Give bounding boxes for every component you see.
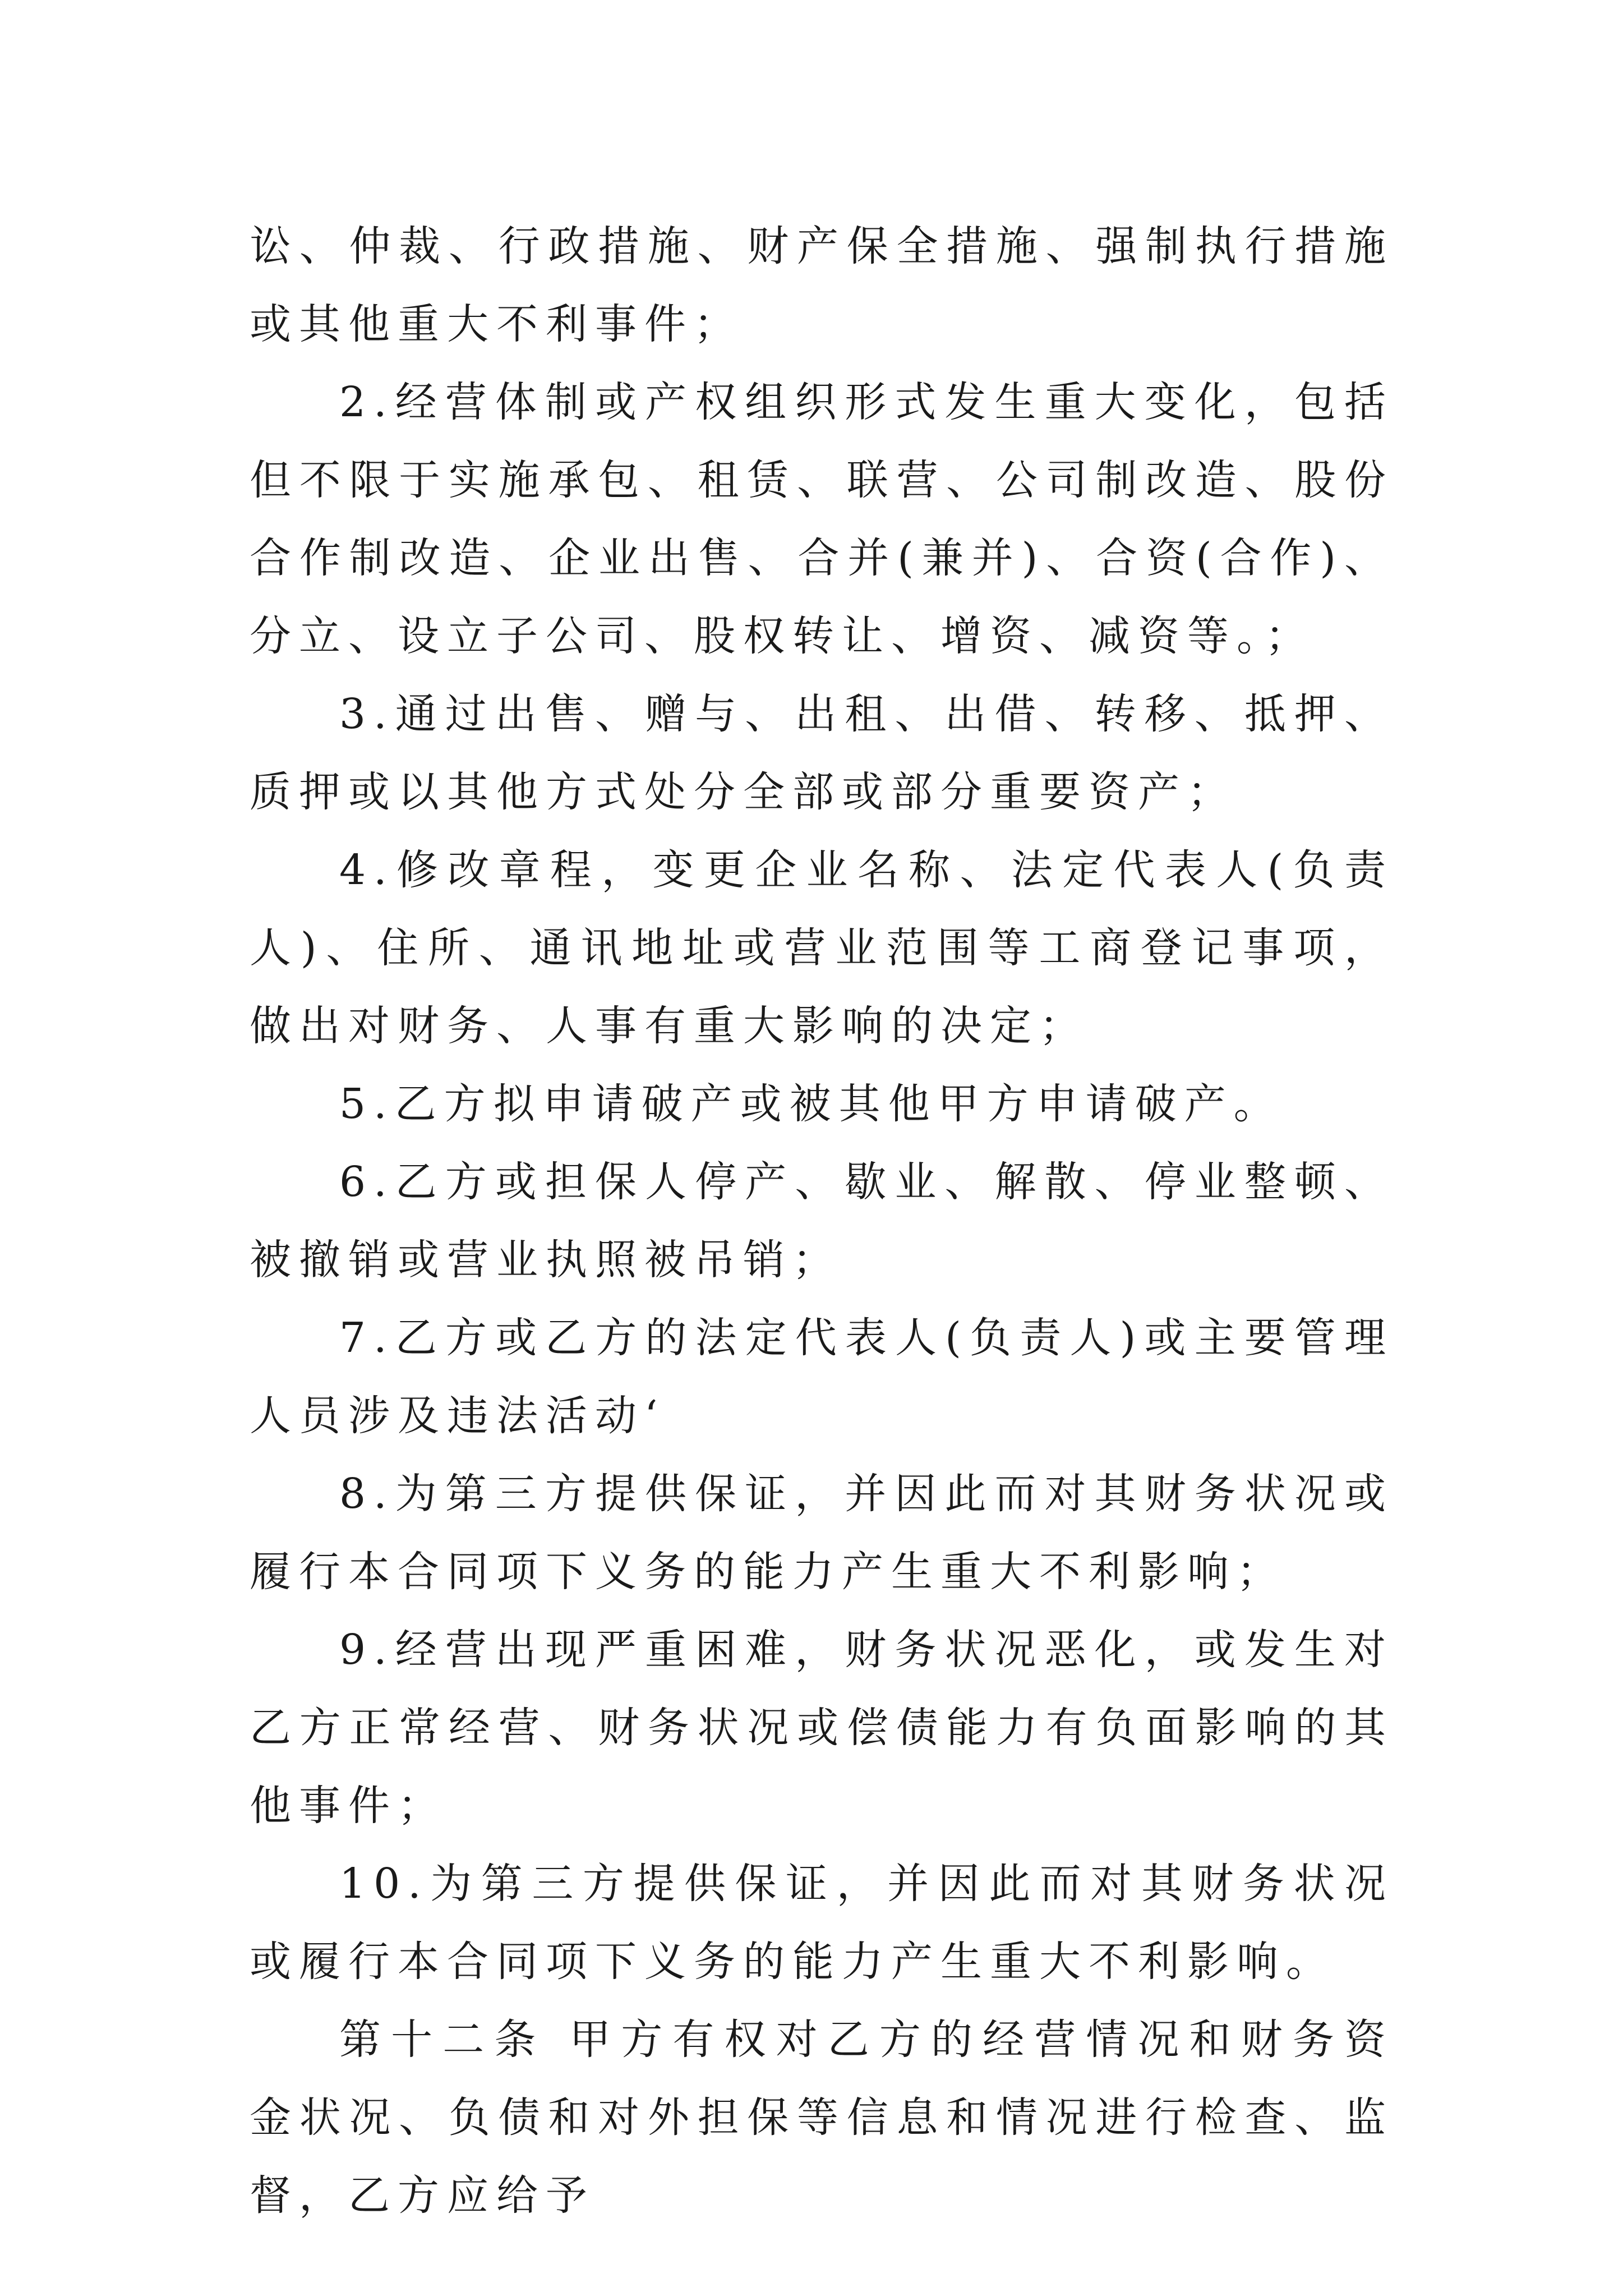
paragraph-item-4: 4.修改章程，变更企业名称、法定代表人(负责人)、住所、通讯地址或营业范围等工商登记事项，做出对财务、人事有重大影响的决定； — [250, 846, 1394, 1050]
paragraph-item-9: 9.经营出现严重困难，财务状况恶化，或发生对乙方正常经营、财务状况或偿债能力有负面影响的其他事件； — [250, 1626, 1394, 1830]
paragraph-item-7: 7.乙方或乙方的法定代表人(负责人)或主要管理人员涉及违法活动‘ — [250, 1314, 1394, 1440]
paragraph-item-6: 6.乙方或担保人停产、歇业、解散、停业整顿、被撤销或营业执照被吊销； — [250, 1158, 1394, 1284]
document-body — [250, 208, 1394, 2235]
paragraph-article-12: 第十二条 甲方有权对乙方的经营情况和财务资金状况、负债和对外担保等信息和情况进行检查、监督，乙方应给予 — [250, 2016, 1394, 2220]
paragraph-item-3: 3.通过出售、赠与、出租、出借、转移、抵押、质押或以其他方式处分全部或部分重要资产； — [250, 690, 1394, 816]
paragraph-item-8: 8.为第三方提供保证，并因此而对其财务状况或履行本合同项下义务的能力产生重大不利影响； — [250, 1470, 1394, 1596]
paragraph-item-10: 10.为第三方提供保证，并因此而对其财务状况或履行本合同项下义务的能力产生重大不利影响。 — [250, 1860, 1394, 1986]
paragraph-continuation: 讼、仲裁、行政措施、财产保全措施、强制执行措施或其他重大不利事件； — [250, 222, 1394, 348]
paragraph-item-2: 2.经营体制或产权组织形式发生重大变化，包括但不限于实施承包、租赁、联营、公司制改造、股份合作制改造、企业出售、合并(兼并)、合资(合作)、分立、设立子公司、股权转让、增资、减资等。； — [250, 378, 1394, 660]
paragraph-item-5: 5.乙方拟申请破产或被其他甲方申请破产。 — [339, 1080, 1283, 1128]
